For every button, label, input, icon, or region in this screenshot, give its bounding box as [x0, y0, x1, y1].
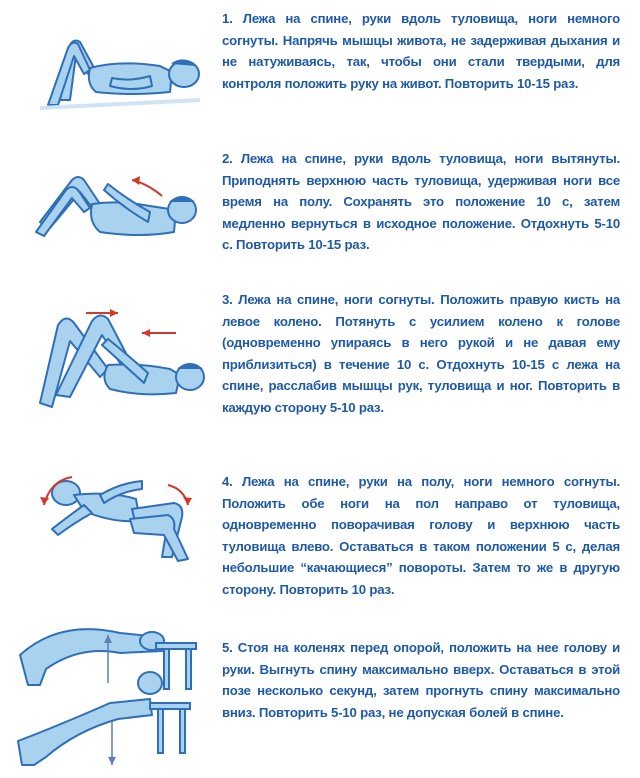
exercise-4 — [0, 465, 640, 625]
exercise-3 — [0, 285, 640, 465]
kneeling-back-arch-figure-icon — [0, 625, 222, 778]
exercise-5-text: 5. Стоя на коленях перед опорой, положить на нее голову и руки. Выгнуть спину максимально вверх. Оставаться в этой позе несколько секунд, затем прогнуть спину максимально вниз. Повторить 5-10 раз, не допуская болей в спине. — [222, 640, 620, 720]
exercise-3-text: 3. Лежа на спине, ноги согнуты. Положить правую кисть на левое колено. Потянуть с усилием колено к голове (одновременно упираясь в него рукой и не давая ему приблизиться) в течение 10 с. Отдохнуть 10-15 с лежа на спине, расслабив мышцы рук, туловища и ног. Повторить в каждую сторону 5-10 раз. — [222, 292, 620, 415]
exercise-1 — [0, 0, 640, 140]
lying-knees-bent-figure-icon — [0, 0, 222, 140]
exercise-2-text: 2. Лежа на спине, руки вдоль туловища, ноги вытянуты. Приподнять верхнюю часть туловища, удерживая ноги все время на полу. Сохранять это положение 10 с, затем медленно вернуться в исходное положение. Отдохнуть 5-10 с. Повторить 10-15 раз. — [222, 151, 620, 252]
partial-crunch-figure-icon — [0, 140, 222, 285]
exercise-4-text: 4. Лежа на спине, руки на полу, ноги немного согнуты. Положить обе ноги на пол направо от туловища, одновременно поворачивая голову и верхнюю часть туловища влево. Оставаться в таком положении 5 с, делая небольшие “качающиеся” повороты. Затем то же в другую сторону. Повторить 10 раз. — [222, 474, 620, 597]
knee-to-head-resistance-figure-icon — [0, 285, 222, 465]
exercise-2 — [0, 140, 640, 285]
lying-spinal-twist-figure-icon — [0, 465, 222, 625]
exercise-5 — [0, 625, 640, 778]
exercise-1-text: 1. Лежа на спине, руки вдоль туловища, ноги немного согнуты. Напрячь мышцы живота, не задерживая дыхания и не натуживаясь, так, чтобы они стали твердыми, для контроля положить руку на живот. Повторить 10-15 раз. — [222, 11, 620, 91]
